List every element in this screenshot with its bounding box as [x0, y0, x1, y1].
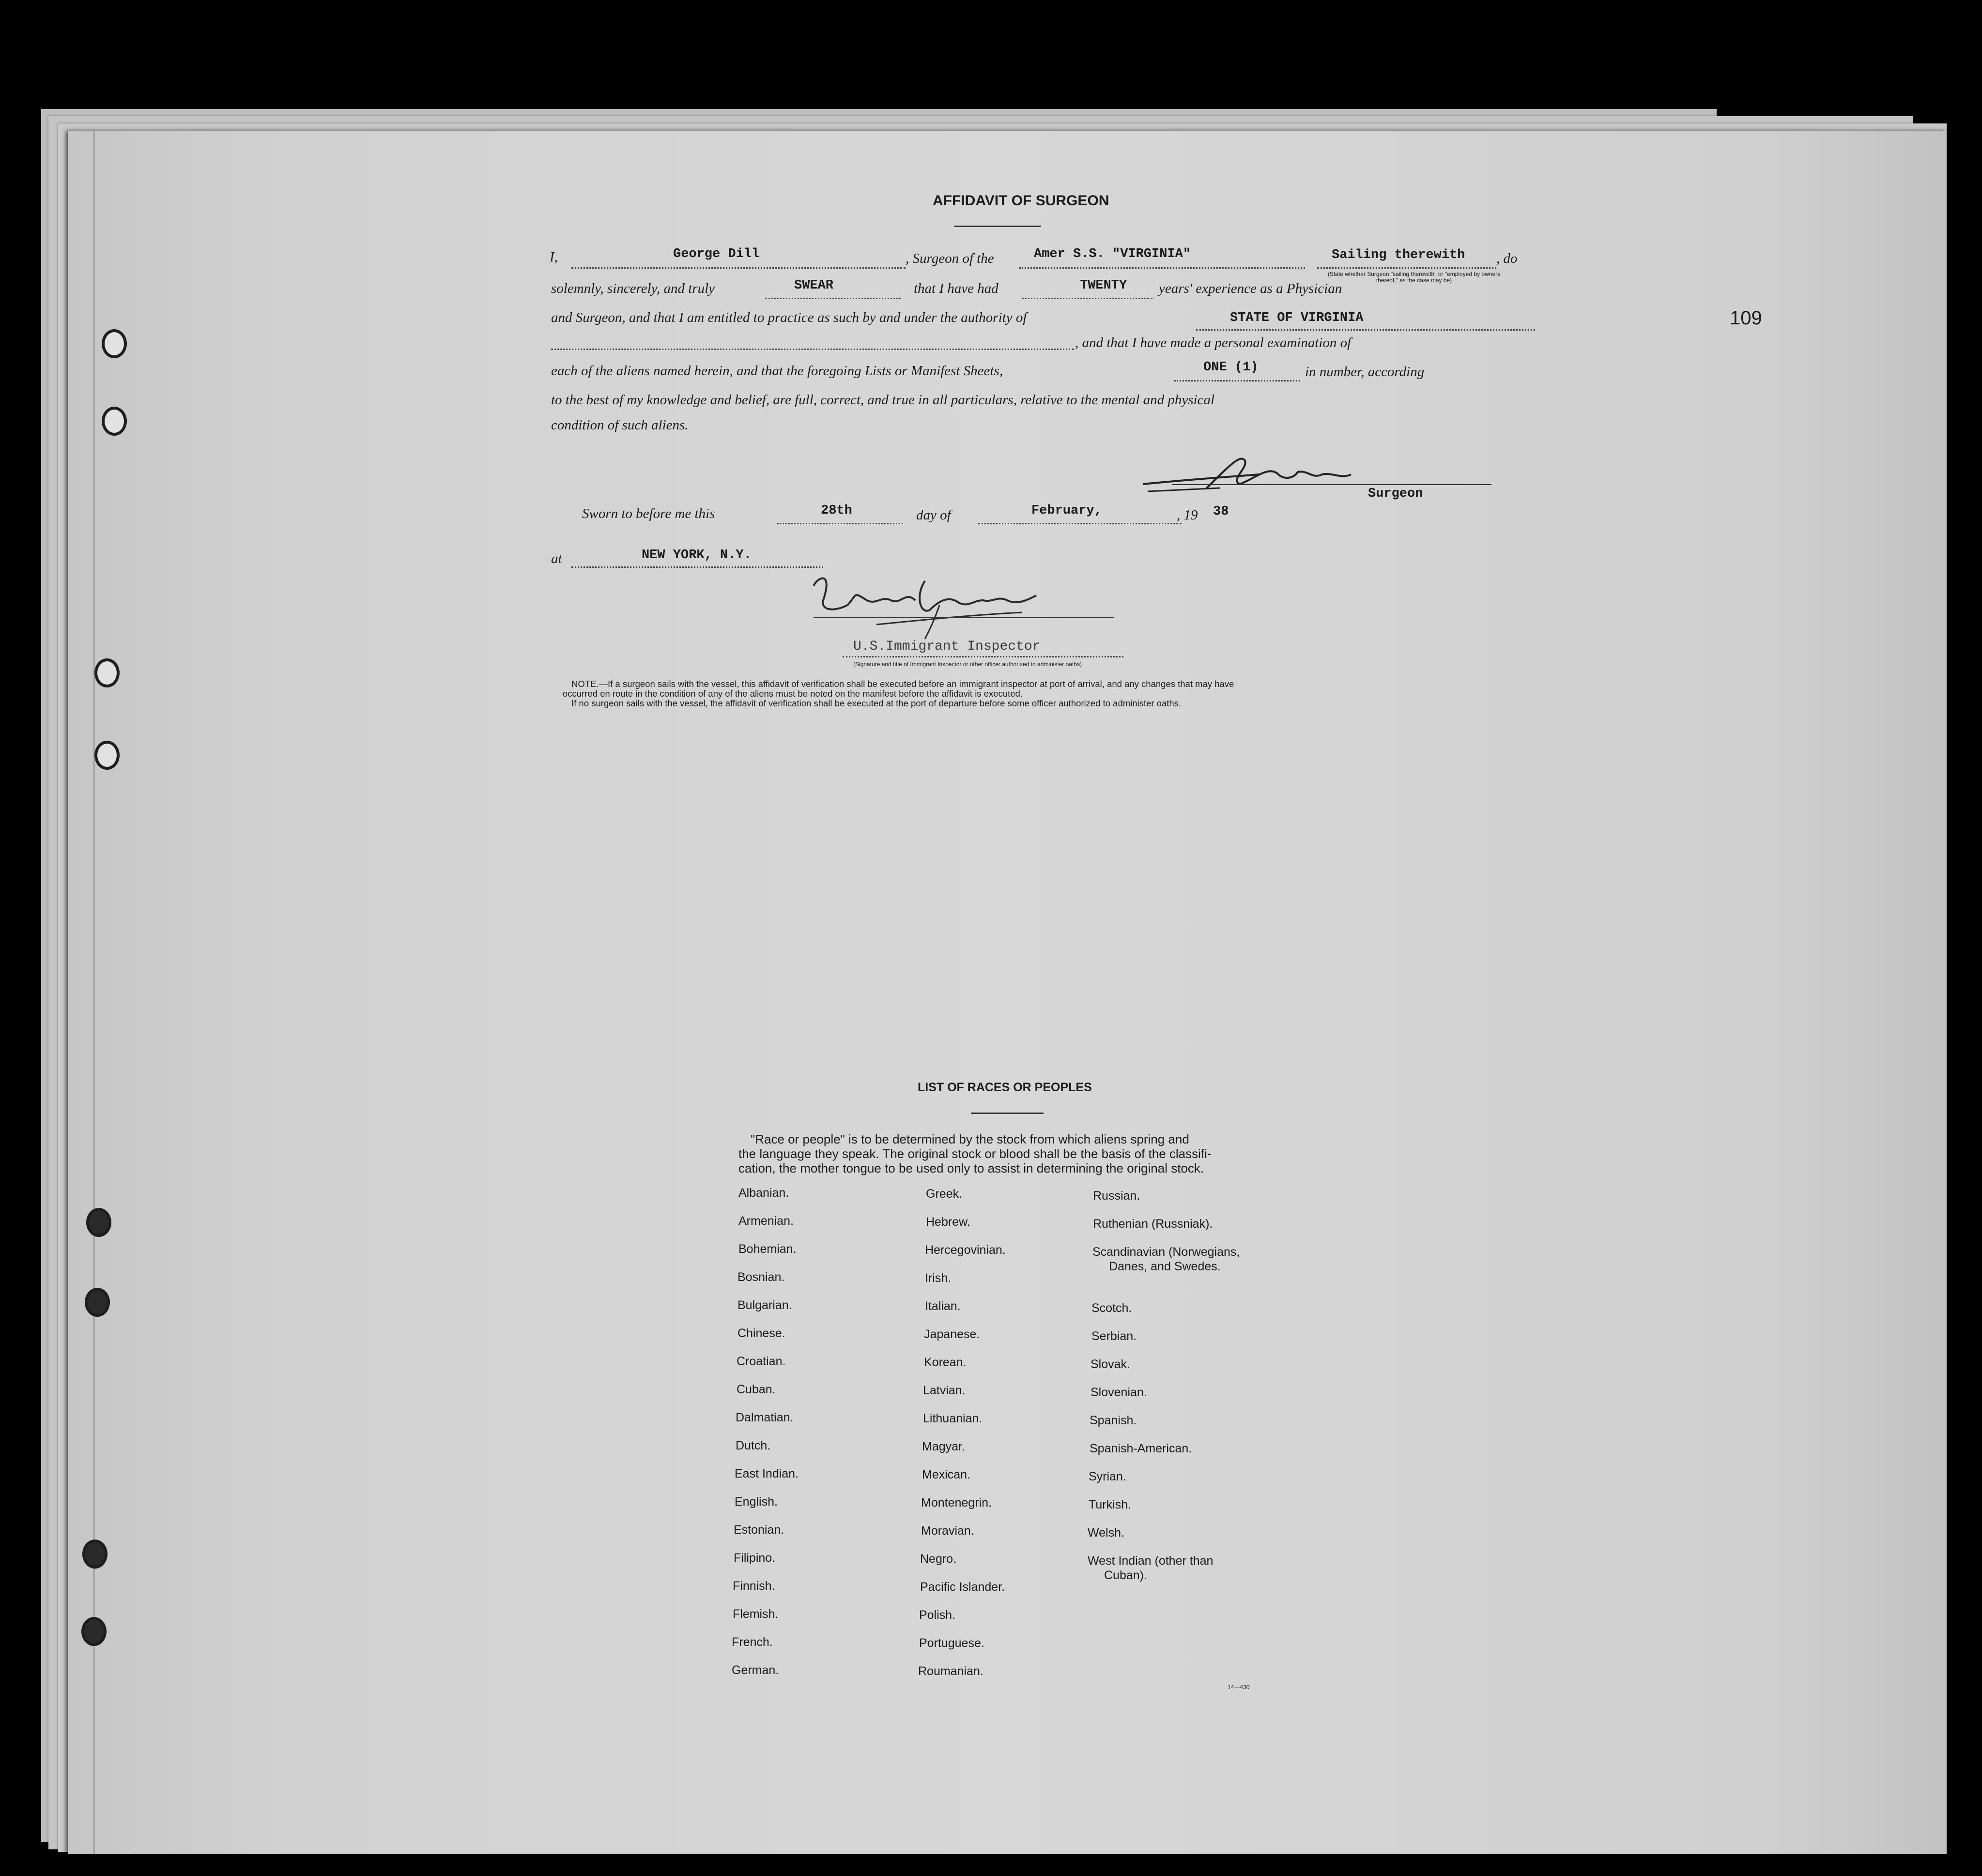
- text-sworn: Sworn to before me this: [582, 506, 715, 521]
- race-item: Turkish.: [1089, 1498, 1131, 1511]
- race-item: Irish.: [925, 1271, 952, 1285]
- race-item: Dutch.: [736, 1439, 771, 1452]
- race-item: Bosnian.: [737, 1270, 785, 1284]
- race-item: Roumanian.: [918, 1664, 983, 1678]
- race-item: Italian.: [925, 1299, 961, 1313]
- note-line-2: occurred en route in the condition of any of the aliens must be noted on the manifest before the affidavit is executed.: [563, 688, 1023, 699]
- race-item: German.: [732, 1663, 779, 1677]
- race-item: Bohemian.: [738, 1242, 797, 1256]
- text-at: at: [551, 551, 562, 566]
- race-item: Scandinavian (Norwegians,: [1092, 1245, 1240, 1259]
- race-item: Spanish.: [1090, 1414, 1137, 1427]
- affidavit-title: AFFIDAVIT OF SURGEON: [933, 193, 1109, 209]
- race-item: Latvian.: [923, 1384, 966, 1397]
- document-page: [68, 131, 1947, 1854]
- binder-hole: [94, 741, 120, 770]
- race-item: Finnish.: [733, 1579, 775, 1593]
- binder-hole: [81, 1617, 107, 1646]
- vessel-name: Amer S.S. "VIRGINIA": [1034, 247, 1191, 261]
- race-item: Bulgarian.: [737, 1298, 792, 1312]
- text-in-number: in number, according: [1305, 364, 1425, 380]
- blank-line: [1019, 267, 1305, 269]
- text-surgeon-of: , Surgeon of the: [906, 251, 994, 266]
- race-item: Cuban.: [737, 1383, 776, 1396]
- sheet-count: ONE (1): [1203, 360, 1259, 375]
- signature-caption: (Signature and title of Immigrant Inspector or other officer authorized to administer oaths): [853, 661, 1082, 668]
- text-19: , 19: [1177, 507, 1198, 523]
- page-number: 109: [1730, 307, 1762, 329]
- race-item: West Indian (other than: [1088, 1554, 1214, 1568]
- race-item: Pacific Islander.: [920, 1580, 1005, 1594]
- race-item: Portuguese.: [919, 1636, 984, 1650]
- race-item: Negro.: [920, 1552, 957, 1566]
- authority: STATE OF VIRGINIA: [1230, 311, 1364, 325]
- races-intro-2: the language they speak. The original stock or blood shall be the basis of the classifi-: [738, 1146, 1212, 1161]
- race-item: English.: [735, 1495, 778, 1509]
- surgeon-name: George Dill: [673, 247, 760, 261]
- race-item: Cuban).: [1104, 1569, 1147, 1582]
- sworn-day: 28th: [821, 503, 852, 518]
- blank-line: [571, 566, 823, 568]
- margin-rule: [93, 131, 95, 1854]
- blank-line: [1174, 380, 1300, 381]
- inspector-signature: [804, 566, 1056, 644]
- race-item: Dalmatian.: [736, 1411, 794, 1424]
- blank-line: [1196, 329, 1535, 331]
- sailing-status: Sailing therewith: [1332, 248, 1465, 262]
- text-years-exp: years' experience as a Physician: [1159, 281, 1342, 296]
- sworn-year: 38: [1213, 504, 1229, 519]
- races-intro-3: cation, the mother tongue to be used only to assist in determining the original stock.: [738, 1161, 1204, 1175]
- race-item: Slovenian.: [1091, 1386, 1147, 1399]
- blank-line: [1022, 298, 1152, 299]
- race-item: Japanese.: [924, 1327, 980, 1341]
- form-number: 14—430: [1228, 1684, 1250, 1691]
- race-item: Chinese.: [737, 1327, 785, 1340]
- race-item: Serbian.: [1091, 1329, 1137, 1343]
- race-item: Hercegovinian.: [925, 1243, 1006, 1257]
- race-item: Polish.: [919, 1608, 956, 1622]
- races-title: LIST OF RACES OR PEOPLES: [918, 1081, 1092, 1094]
- inspector-signature-line: [814, 617, 1114, 618]
- race-item: Welsh.: [1088, 1526, 1124, 1540]
- race-item: Syrian.: [1089, 1470, 1126, 1483]
- race-item: Croatian.: [737, 1355, 786, 1368]
- race-item: Korean.: [924, 1356, 967, 1369]
- text-personal: , and that I have made a personal examination of: [1075, 335, 1352, 351]
- text-have-had: that I have had: [914, 281, 999, 296]
- text-do: , do: [1496, 251, 1518, 266]
- race-item: Scotch.: [1091, 1301, 1132, 1315]
- text-best: to the best of my knowledge and belief, are full, correct, and true in all particulars, relative to the mental and physical: [551, 392, 1215, 408]
- race-item: Danes, and Swedes.: [1109, 1260, 1221, 1273]
- blank-line: [571, 267, 906, 269]
- surgeon-title: Surgeon: [1368, 487, 1423, 501]
- sworn-month: February,: [1031, 503, 1102, 518]
- blank-line: [978, 523, 1182, 524]
- text-i: I,: [550, 249, 558, 265]
- text-condition: condition of such aliens.: [551, 417, 689, 433]
- race-item: Albanian.: [738, 1186, 789, 1200]
- text-day-of: day of: [916, 507, 951, 523]
- races-intro-1: "Race or people" is to be determined by the stock from which aliens spring and: [751, 1132, 1189, 1146]
- note-line-1: NOTE.—If a surgeon sails with the vessel, this affidavit of verification shall be executed before an immigrant inspector at port of arrival, and any changes that may have: [571, 679, 1234, 689]
- text-solemnly: solemnly, sincerely, and truly: [551, 281, 715, 296]
- race-item: Mexican.: [922, 1468, 971, 1481]
- race-item: Slovak.: [1091, 1357, 1130, 1371]
- oath-word: SWEAR: [794, 278, 834, 293]
- signature-line: [1172, 484, 1491, 485]
- note-line-3: If no surgeon sails with the vessel, the affidavit of verification shall be executed at the port of departure before some officer authorized to administer oaths.: [571, 698, 1182, 708]
- title-rule: [954, 226, 1041, 227]
- years-experience: TWENTY: [1080, 278, 1127, 293]
- sailing-note: (State whether Surgeon "sailing therewith" or "employed by owners thereof," as the case may be): [1327, 271, 1501, 284]
- race-item: Filipino.: [734, 1551, 776, 1565]
- race-item: Armenian.: [738, 1214, 794, 1228]
- race-item: Flemish.: [733, 1607, 779, 1621]
- races-title-rule: [971, 1113, 1044, 1114]
- binder-hole: [85, 1288, 110, 1317]
- text-and-surgeon: and Surgeon, and that I am entitled to practice as such by and under the authority of: [551, 310, 1027, 325]
- binder-hole: [94, 658, 120, 687]
- race-item: French.: [732, 1635, 773, 1649]
- binder-hole: [102, 407, 127, 436]
- race-item: Estonian.: [734, 1523, 784, 1537]
- binder-hole: [86, 1208, 111, 1237]
- inspector-title: U.S.Immigrant Inspector: [853, 639, 1041, 654]
- race-item: Moravian.: [921, 1524, 974, 1538]
- race-item: Greek.: [926, 1187, 963, 1201]
- blank-line: [551, 349, 1074, 350]
- blank-line: [765, 298, 901, 299]
- race-item: Russian.: [1093, 1189, 1140, 1203]
- blank-line: [843, 656, 1123, 657]
- text-each: each of the aliens named herein, and that the foregoing Lists or Manifest Sheets,: [551, 363, 1003, 379]
- binder-hole: [82, 1540, 108, 1569]
- race-item: Ruthenian (Russniak).: [1093, 1217, 1213, 1231]
- race-item: Montenegrin.: [921, 1496, 992, 1510]
- blank-line: [1317, 267, 1496, 269]
- blank-line: [777, 523, 903, 524]
- race-item: Lithuanian.: [923, 1412, 983, 1425]
- binder-hole: [102, 329, 127, 358]
- surgeon-signature: [1133, 445, 1385, 499]
- sworn-place: NEW YORK, N.Y.: [642, 548, 752, 563]
- race-item: Spanish-American.: [1090, 1442, 1192, 1455]
- race-item: Hebrew.: [926, 1215, 970, 1229]
- race-item: East Indian.: [735, 1467, 799, 1480]
- race-item: Magyar.: [922, 1440, 965, 1453]
